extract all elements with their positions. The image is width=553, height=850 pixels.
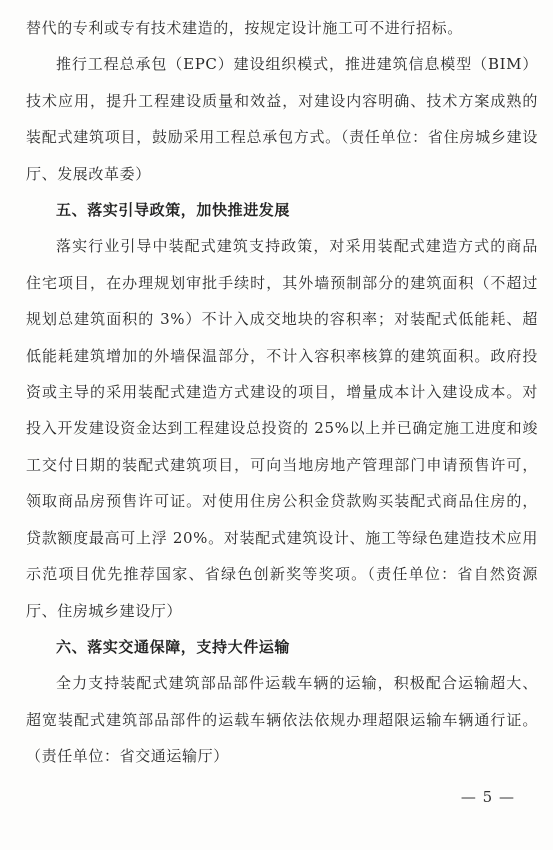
- section-heading-5: 五、落实引导政策，加快推进发展: [56, 201, 291, 220]
- paragraph-guidance-policy: 落实行业引导中装配式建筑支持政策，对采用装配式建造方式的商品住宅项目，在办理规划审批手续时，其外墙预制部分的建筑面积（不超过规划总建筑面积的 3%）不计入成交地块的容积率；对装配式低能耗、超低能耗建筑增加的外墙保温部分，不计入容积率核算的建筑面积。政府投资或主导的采用装配式建造方式建设的项目，增量成本计入建设成本。对投入开发建设资金达到工程建设总投资的 25%以上并已确定施工进度和竣工交付日期的装配式建筑项目，可向当地房地产管理部门申请预售许可，领取商品房预售许可证。对使用住房公积金贷款购买装配式商品住房的，贷款额度最高可上浮 20%。对装配式建筑设计、施工等绿色建造技术应用示范项目优先推荐国家、省绿色创新奖等奖项。（责任单位：省自然资源厅、住房城乡建设厅）: [26, 237, 538, 620]
- paragraph-continuation: 替代的专利或专有技术建造的，按规定设计施工可不进行招标。: [26, 19, 463, 37]
- document-body: [26, 10, 538, 775]
- paragraph-epc: 推行工程总承包（EPC）建设组织模式，推进建筑信息模型（BIM）技术应用，提升工程建设质量和效益，对建设内容明确、技术方案成熟的装配式建筑项目，鼓励采用工程总承包方式。（责任单位：省住房城乡建设厅、发展改革委）: [26, 55, 538, 183]
- page-number: — 5 —: [460, 788, 515, 806]
- section-heading-6: 六、落实交通保障，支持大件运输: [56, 637, 291, 656]
- paragraph-transport: 全力支持装配式建筑部品部件运载车辆的运输，积极配合运输超大、超宽装配式建筑部品部件的运载车辆依法依规办理超限运输车辆通行证。（责任单位：省交通运输厅）: [26, 674, 538, 766]
